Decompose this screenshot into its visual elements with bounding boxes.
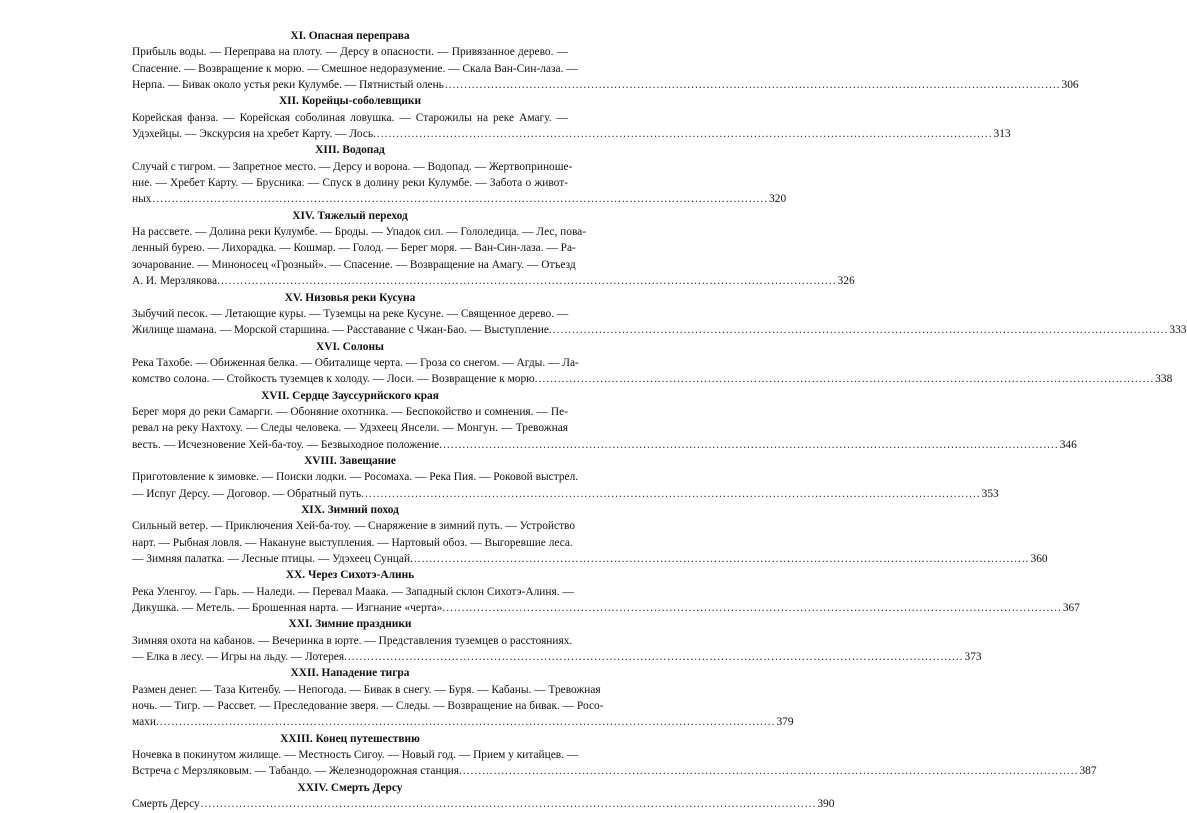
chapter-entry-last-line [132, 600, 1080, 616]
entry-text: Удэхейцы. — Экскурсия на хребет Карту. — Лось. [132, 128, 376, 141]
chapter-entry-last-line [132, 191, 787, 207]
chapter-entry-line [132, 240, 576, 256]
chapter-entry-last-line [132, 649, 982, 665]
entry-text: Смерть Дерсу [132, 798, 200, 811]
entry-text: весть. — Исчезновение Хей-ба-тоу. — Безвыходное положение. [132, 438, 443, 451]
entry-text: Зимняя охота на кабанов. — Вечеринка в юрте. — Представления туземцев о расстояниях. [132, 634, 573, 647]
entry-text: — Испуг Дерсу. — Договор. — Обратный путь. [132, 487, 365, 500]
chapter-entry-line [132, 306, 568, 322]
page-number: 390 [817, 798, 835, 811]
entry-text: — Елка в лесу. — Игры на льду. — Лотерея. [132, 651, 347, 664]
chapter-entry-last-line [132, 437, 1077, 453]
entry-text: А. И. Мерзлякова. [132, 275, 220, 288]
chapter-title: XXIII. Конец путешествию [280, 732, 420, 745]
chapter-title: XXIV. Смерть Дерсу [297, 781, 403, 794]
dot-leader [446, 600, 1062, 616]
chapter-title: XV. Низовья реки Кусуна [284, 291, 416, 304]
chapter-entry-line [132, 682, 601, 698]
chapter-title: XVI. Солоны [316, 340, 384, 353]
chapter-entry-line [132, 404, 568, 420]
chapter-title: XIII. Водопад [315, 144, 385, 157]
entry-text: комство солона. — Стойкость туземцев к холоду. — Лоси. — Возвращение к морю. [132, 373, 538, 386]
entry-text: Случай с тигром. — Запретное место. — Дерсу и ворона. — Водопад. — Жертвоприноше- [132, 160, 573, 173]
entry-text: Размен денег. — Таза Китенбу. — Непогода. — Бивак в снегу. — Буря. — Кабаны. — Тревожная [132, 683, 601, 696]
chapter-entry-line [132, 535, 573, 551]
toc-chapter [132, 665, 794, 730]
chapter-entry-line [132, 159, 573, 175]
entry-text: зочарование. — Миноносец «Грозный». — Спасение. — Возвращение на Амагу. — Отъезд [132, 258, 576, 271]
entry-text: — Зимняя палатка. — Лесные птицы. — Удэхеец Сунцай. [132, 553, 413, 565]
chapter-entry-line [132, 747, 579, 763]
page-number: 313 [993, 128, 1011, 141]
chapter-title: XXII. Нападение тигра [290, 667, 410, 680]
entry-text: На рассвете. — Долина реки Кулумбе. — Броды. — Упадок сил. — Гололедица. — Лес, пова- [132, 226, 587, 239]
entry-text: Нерпа. — Бивак около устья реки Кулумбе. — Пятнистый олень [132, 79, 444, 92]
entry-text: Жилище шамана. — Морской старшина. — Расставание с Чжан-Бао. — Выступление. [132, 324, 552, 337]
dot-leader [414, 551, 1030, 567]
chapter-title: XXI. Зимние праздники [288, 618, 412, 631]
page-number: 353 [981, 487, 999, 500]
dot-leader [539, 371, 1155, 387]
page-number: 326 [837, 275, 855, 288]
chapter-entry-line [132, 698, 604, 714]
chapter-entry-line [132, 355, 579, 371]
page-number: 387 [1079, 765, 1097, 778]
toc-chapter [132, 616, 982, 665]
chapter-entry-line [132, 518, 576, 534]
chapter-title: XX. Через Сихотэ-Алинь [285, 569, 415, 582]
chapter-entry-line [132, 110, 568, 126]
chapter-entry-line [132, 61, 578, 77]
toc-chapter [132, 502, 1048, 567]
toc-chapter [132, 388, 1077, 453]
dot-leader [365, 486, 981, 502]
toc-chapter [132, 142, 787, 207]
entry-text: ние. — Хребет Карту. — Брусника. — Спуск в долину реки Кулумбе. — Забота о живот- [132, 177, 568, 190]
toc-chapter [132, 208, 855, 290]
toc-chapter [132, 93, 1011, 142]
page-number: 360 [1030, 553, 1048, 565]
page-number: 367 [1062, 602, 1080, 615]
toc-chapter [132, 290, 1187, 339]
entry-text: Река Тахобе. — Обиженная белка. — Обиталище черта. — Гроза со снегом. — Агды. — Ла- [132, 356, 579, 369]
chapter-entry-last-line [132, 322, 1187, 338]
chapter-entry-line [132, 257, 576, 273]
chapter-title: XVIII. Завещание [304, 454, 396, 467]
entry-text: Берег моря до реки Самарги. — Обоняние охотника. — Беспокойство и сомнения. — Пе- [132, 405, 568, 418]
chapter-entry-last-line [132, 77, 1079, 93]
dot-leader [443, 437, 1059, 453]
dot-leader [377, 126, 993, 142]
entry-text: Зыбучий песок. — Летающие куры. — Туземцы на реке Кусуне. — Священное дерево. — [132, 307, 569, 320]
chapter-title: XI. Опасная переправа [290, 30, 410, 42]
chapter-entry-line [132, 224, 587, 240]
dot-leader [160, 714, 776, 730]
chapter-entry-last-line [132, 486, 999, 502]
chapter-entry-last-line [132, 273, 855, 289]
dot-leader [553, 322, 1169, 338]
chapter-title: XIV. Тяжелый переход [292, 209, 408, 222]
chapter-entry-line [132, 633, 573, 649]
page-number: 320 [769, 193, 787, 206]
chapter-entry-last-line [132, 714, 794, 730]
chapter-entry-last-line [132, 551, 1048, 567]
table-of-contents [132, 28, 1187, 813]
chapter-entry-line [132, 175, 568, 191]
toc-chapter [132, 567, 1080, 616]
entry-text: ленный бурею. — Лихорадка. — Кошмар. — Голод. — Берег моря. — Ван-Син-лаза. — Ра- [132, 242, 576, 255]
entry-text: Корейская фанза. — Корейская соболиная ловушка. — Старожилы на реке Амагу. — [132, 111, 568, 124]
entry-text: ночь. — Тигр. — Рассвет. — Преследование зверя. — Следы. — Возвращение на бивак. — Росо- [132, 700, 604, 713]
entry-text: махи. [132, 716, 159, 729]
entry-text: Река Уленгоу. — Гарь. — Наледи. — Перевал Маака. — Западный склон Сихотэ-Алиня. — [132, 585, 574, 598]
entry-text: ревал на реку Нахтоху. — Следы человека. — Удэхеец Янсели. — Монгун. — Тревожная [132, 422, 568, 435]
page-number: 333 [1169, 324, 1187, 337]
chapter-title: XIX. Зимний поход [301, 503, 399, 516]
dot-leader [221, 273, 837, 289]
chapter-title: XVII. Сердце Зауссурийского края [261, 389, 439, 402]
dot-leader [463, 763, 1079, 779]
chapter-entry-line [132, 44, 568, 60]
page-number: 338 [1155, 373, 1173, 386]
page-number: 379 [776, 716, 794, 729]
entry-text: Ночевка в покинутом жилище. — Местность Сигоу. — Новый год. — Прием у китайцев. — [132, 749, 579, 762]
entry-text: Спасение. — Возвращение к морю. — Смешное недоразумение. — Скала Ван-Син-лаза. — [132, 62, 578, 75]
toc-chapter [132, 28, 1079, 93]
page-number: 346 [1059, 438, 1077, 451]
entry-text: Встреча с Мерзляковым. — Табандо. — Железнодорожная станция. [132, 765, 462, 778]
entry-text: Сильный ветер. — Приключения Хей-ба-тоу. — Снаряжение в зимний путь. — Устройство [132, 520, 576, 533]
dot-leader [201, 796, 817, 812]
toc-chapter [132, 731, 1097, 780]
entry-text: Прибыль воды. — Переправа на плоту. — Дерсу в опасности. — Привязанное дерево. — [132, 46, 568, 59]
dot-leader [348, 649, 964, 665]
page-number: 306 [1061, 79, 1079, 92]
chapter-entry-line [132, 584, 574, 600]
toc-chapter [132, 780, 835, 813]
chapter-title: XII. Корейцы-соболевщики [278, 95, 422, 108]
chapter-entry-last-line [132, 371, 1173, 387]
entry-text: Дикушка. — Метель. — Брошенная нарта. — Изгнание «черта». [132, 602, 446, 615]
dot-leader [152, 191, 768, 207]
chapter-entry-line [132, 469, 579, 485]
entry-text: ных [132, 193, 152, 206]
entry-text: нарт. — Рыбная ловля. — Накануне выступления. — Нартовый обоз. — Выгоревшие леса. [132, 536, 573, 549]
chapter-entry-last-line [132, 126, 1011, 142]
dot-leader [445, 77, 1061, 93]
toc-chapter [132, 453, 999, 502]
chapter-entry-last-line [132, 796, 835, 812]
chapter-entry-last-line [132, 763, 1097, 779]
toc-chapter [132, 339, 1173, 388]
entry-text: Приготовление к зимовке. — Поиски лодки. — Росомаха. — Река Пия. — Роковой выстрел. [132, 471, 579, 484]
chapter-entry-line [132, 420, 568, 436]
page-number: 373 [964, 651, 982, 664]
